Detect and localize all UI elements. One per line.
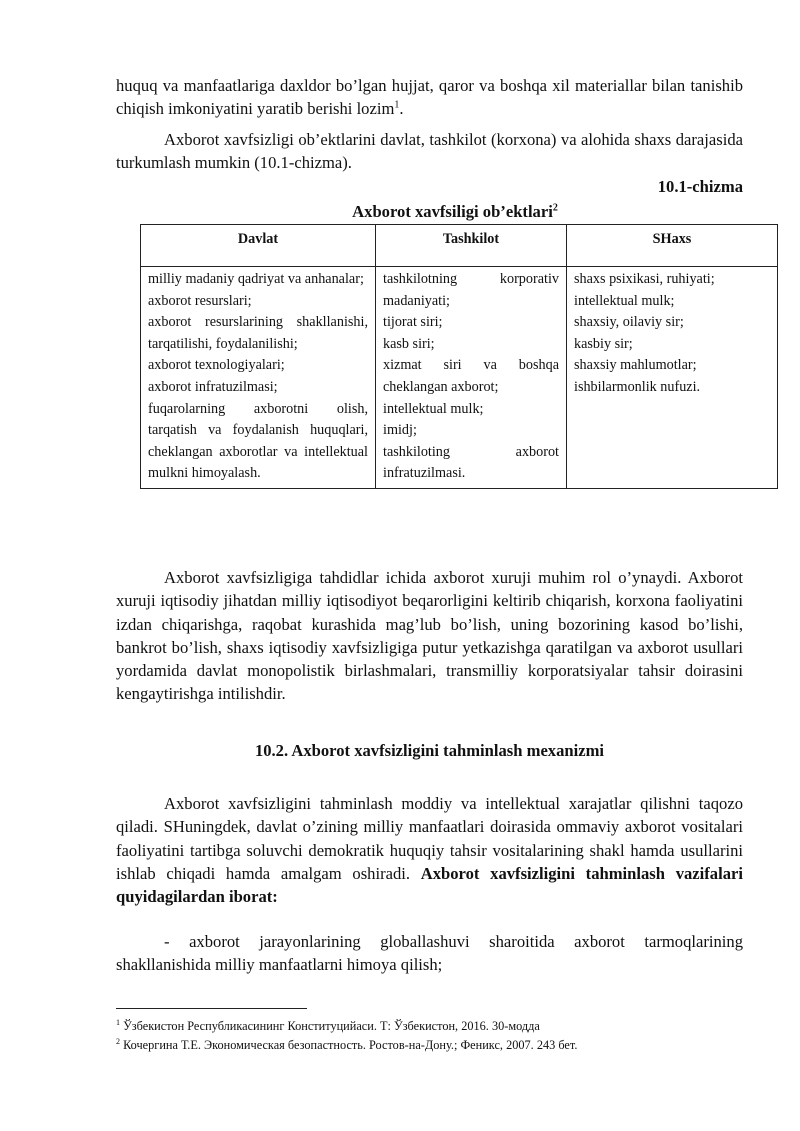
list-item: axborot texnologiyalari;: [148, 357, 285, 374]
footnote-number: 1: [116, 1017, 120, 1027]
list-item: shaxsiy, oilaviy sir;: [574, 314, 684, 331]
footnote-number: 2: [116, 1036, 120, 1046]
list-item: fuqarolarning axborotni olish, tarqatish va foydalanish huquqlari, cheklangan axborotlar va intellektual mulkni himoyalash.: [148, 400, 368, 482]
list-item: axborot infratuzilmasi;: [148, 378, 278, 395]
paragraph-4: [116, 792, 743, 908]
paragraph-1-text: huquq va manfaatlariga daxldor bo’lgan hujjat, qaror va boshqa xil materiallar bilan tanishib chiqish imkoniyatini yaratib berishi lozim: [116, 76, 743, 119]
figure-label: 10.1-chizma: [657, 177, 743, 196]
list-item: intellektual mulk;: [574, 292, 675, 309]
list-item: axborot resurslarining shakllanishi, tarqatilishi, foydalanilishi;: [148, 314, 368, 352]
objects-table: [140, 224, 778, 489]
table-title-text: Axborot xavfsiligi ob’ektlari: [352, 202, 553, 221]
header-davlat: Davlat: [141, 225, 376, 267]
list-item: milliy madaniy qadriyat va anhanalar;: [148, 271, 364, 287]
list-item: tijorat siri;: [383, 314, 443, 331]
table-title: [160, 202, 750, 222]
list-item: kasbiy sir;: [574, 335, 633, 352]
header-shaxs: SHaxs: [567, 225, 778, 267]
paragraph-3: Axborot xavfsizligiga tahdidlar ichida axborot xuruji muhim rol o’ynaydi. Axborot xuruji iqtisodiy jihatdan milliy iqtisodiyot beqarorligini keltirib chiqarish, korxona faoliyatini izdan chiqarishga, raqobat kurashida mag’lub bo’lish, uning bozorining kasod bo’lishi, bankrot bo’lish, shaxs iqtisodiy xavfsizligiga putur yetkazishga qaratilgan va axborot usullari yordamida davlat monopolistik birlashmalari, transmilliy korporatsiyalar tahsir doirasini kengaytirishga intilishdir.: [116, 568, 743, 704]
footnote-text: Ўзбекистон Республикасининг Конституцийаси. Т: Ўзбекистон, 2016. 30-модда: [123, 1019, 540, 1033]
footnote-text: Кочергина Т.Е. Экономическая безопастность. Ростов-на-Дону.; Феникс, 2007. 243 бет.: [123, 1038, 578, 1052]
footnote-2: [116, 1037, 756, 1053]
paragraph-1: huquq va manfaatlariga daxldor bo’lgan hujjat, qaror va boshqa xil materiallar bilan tanishib chiqish imkoniyatini yaratib berishi lozim$^1$.: [116, 76, 743, 119]
paragraph-2: Axborot xavfsizligi ob’ektlarini davlat, tashkilot (korxona) va alohida shaxs darajasida turkumlash mumkin (10.1-chizma).: [116, 130, 743, 173]
davlat-cell: [141, 267, 376, 489]
list-item: imidj;: [383, 422, 417, 439]
table-header-row: [141, 225, 778, 267]
footnote-divider: [116, 1008, 307, 1009]
list-item: shaxs psixikasi, ruhiyati;: [574, 271, 715, 287]
bullet-item-1: - axborot jarayonlarining globallashuvi sharoitida axborot tarmoqlarining shakllanishida milliy manfaatlarni himoya qilish;: [116, 931, 743, 974]
shaxs-cell: [567, 267, 778, 489]
tashkilot-cell: [376, 267, 567, 489]
list-item: ishbilarmonlik nufuzi.: [574, 378, 701, 395]
footnote-ref-2: 2: [552, 202, 558, 214]
header-tashkilot: Tashkilot: [376, 225, 567, 267]
section-heading: 10.2. Axborot xavfsizligini tahminlash mexanizmi: [254, 741, 605, 760]
list-item: tashkiloting axborot infratuzilmasi.: [383, 443, 559, 482]
list-item: axborot resurslari;: [148, 292, 252, 309]
footnote-ref-1: 1: [394, 99, 400, 111]
list-item: tashkilotning korporativ madaniyati;: [383, 271, 559, 309]
list-item: intellektual mulk;: [383, 400, 484, 417]
paragraph-4-bold: Axborot xavfsizligini tahminlash vazifalari quyidagilardan iborat:: [116, 863, 743, 907]
list-item: shaxsiy mahlumotlar;: [574, 357, 697, 374]
footnote-1: [116, 1018, 756, 1034]
list-item: kasb siri;: [383, 335, 435, 352]
list-item: xizmat siri va boshqa cheklangan axborot;: [383, 357, 559, 395]
table-row: [141, 267, 778, 489]
paragraph-4-text: Axborot xavfsizligini tahminlash moddiy va intellektual xarajatlar qilishni taqozo qiladi. SHuningdek, davlat o’zining milliy manfaatlari doirasida ommaviy axborot vositalari faoliyatini tartibga soluvchi demokratik huquqiy tahsir vositalarining shakl hamda usullarini ishlab chiqadi hamda amalgam oshiradi.: [116, 794, 743, 883]
